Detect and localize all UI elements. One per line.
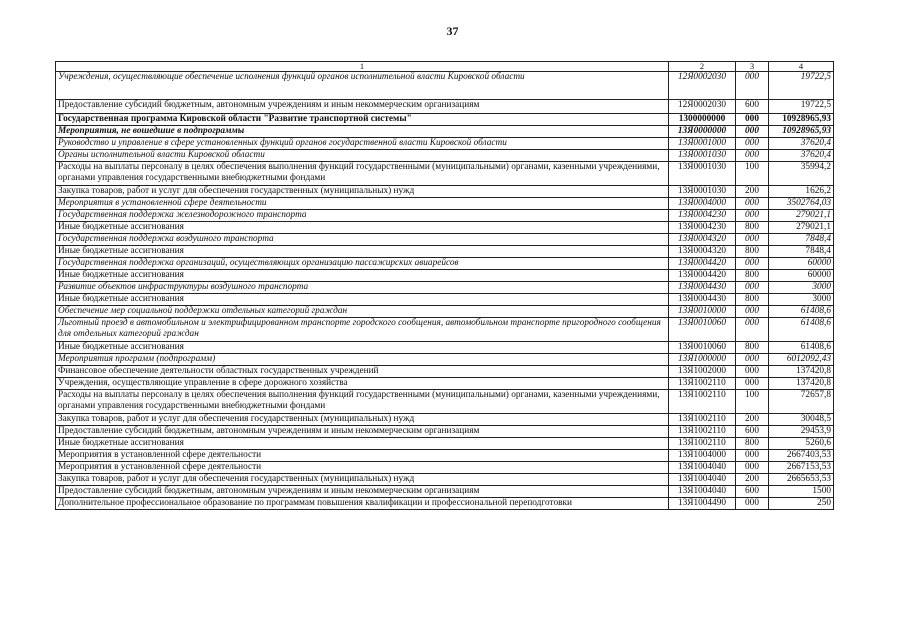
- row-name-cell: Мероприятия в установленной сфере деятельности: [56, 450, 669, 462]
- row-sum-cell: 60000: [769, 270, 834, 282]
- row-type-cell: 000: [736, 72, 769, 100]
- table-row: [56, 150, 834, 162]
- row-type-cell: 200: [736, 414, 769, 426]
- row-name-cell: Учреждения, осуществляющие управление в сфере дорожного хозяйства: [56, 378, 669, 390]
- row-name-cell: Предоставление субсидий бюджетным, автономным учреждениям и иным некоммерческим организациям: [56, 426, 669, 438]
- row-type-cell: 000: [736, 258, 769, 270]
- table-row: [56, 198, 834, 210]
- row-name-cell: Иные бюджетные ассигнования: [56, 246, 669, 258]
- table-row: [56, 234, 834, 246]
- row-sum-cell: 279021,1: [769, 222, 834, 234]
- table-row: [56, 378, 834, 390]
- row-name-cell: Иные бюджетные ассигнования: [56, 222, 669, 234]
- row-name-cell: Закупка товаров, работ и услуг для обеспечения государственных (муниципальных) нужд: [56, 186, 669, 198]
- row-type-cell: 000: [736, 354, 769, 366]
- row-code-cell: 13Я0004000: [669, 198, 736, 210]
- table-row: [56, 390, 834, 414]
- row-sum-cell: 61408,6: [769, 306, 834, 318]
- table-row: [56, 126, 834, 138]
- row-type-cell: 800: [736, 294, 769, 306]
- row-code-cell: 13Я1004040: [669, 486, 736, 498]
- row-sum-cell: 19722,5: [769, 72, 834, 100]
- row-sum-cell: 2667153,53: [769, 462, 834, 474]
- row-code-cell: 13Я1002110: [669, 414, 736, 426]
- row-code-cell: 13Я1004490: [669, 498, 736, 510]
- row-type-cell: 000: [736, 366, 769, 378]
- table-row: [56, 210, 834, 222]
- header-col-type: 3: [736, 62, 769, 72]
- table-row: [56, 294, 834, 306]
- row-type-cell: 800: [736, 246, 769, 258]
- row-name-cell: Государственная поддержка железнодорожного транспорта: [56, 210, 669, 222]
- row-name-cell: Мероприятия программ (подпрограмм): [56, 354, 669, 366]
- row-type-cell: 800: [736, 342, 769, 354]
- table-row: [56, 426, 834, 438]
- header-col-name: 1: [56, 62, 669, 72]
- header-col-code: 2: [669, 62, 736, 72]
- row-code-cell: 13Я1002110: [669, 438, 736, 450]
- row-code-cell: 13Я0001030: [669, 150, 736, 162]
- row-name-cell: Предоставление субсидий бюджетным, автономным учреждениям и иным некоммерческим организациям: [56, 486, 669, 498]
- row-name-cell: Иные бюджетные ассигнования: [56, 270, 669, 282]
- table-row: [56, 498, 834, 510]
- table-row: [56, 222, 834, 234]
- row-sum-cell: 10928965,93: [769, 126, 834, 138]
- row-sum-cell: 35994,2: [769, 162, 834, 186]
- table-row: [56, 100, 834, 114]
- row-name-cell: Руководство и управление в сфере установленных функций органов государственной власти Кировской области: [56, 138, 669, 150]
- row-type-cell: 000: [736, 378, 769, 390]
- row-sum-cell: 2665653,53: [769, 474, 834, 486]
- row-name-cell: Иные бюджетные ассигнования: [56, 294, 669, 306]
- table-row: [56, 114, 834, 126]
- table-row: [56, 306, 834, 318]
- row-sum-cell: 250: [769, 498, 834, 510]
- row-sum-cell: 137420,8: [769, 366, 834, 378]
- row-sum-cell: 29453,9: [769, 426, 834, 438]
- row-sum-cell: 30048,5: [769, 414, 834, 426]
- row-sum-cell: 60000: [769, 258, 834, 270]
- row-type-cell: 100: [736, 162, 769, 186]
- row-name-cell: Развитие объектов инфраструктуры воздушного транспорта: [56, 282, 669, 294]
- row-type-cell: 000: [736, 114, 769, 126]
- row-name-cell: Учреждения, осуществляющие обеспечение исполнения функций органов исполнительной власти Кировской области: [56, 72, 669, 100]
- row-code-cell: 13Я0004430: [669, 294, 736, 306]
- row-type-cell: 100: [736, 390, 769, 414]
- row-code-cell: 13Я0010060: [669, 318, 736, 342]
- row-type-cell: 000: [736, 234, 769, 246]
- row-type-cell: 600: [736, 100, 769, 114]
- table-row: [56, 450, 834, 462]
- row-sum-cell: 2667403,53: [769, 450, 834, 462]
- row-code-cell: 13Я1002110: [669, 390, 736, 414]
- header-col-sum: 4: [769, 62, 834, 72]
- row-code-cell: 13Я0004320: [669, 234, 736, 246]
- table-row: [56, 438, 834, 450]
- row-sum-cell: 7848,4: [769, 246, 834, 258]
- row-sum-cell: 279021,1: [769, 210, 834, 222]
- table-row: [56, 318, 834, 342]
- row-type-cell: 000: [736, 126, 769, 138]
- row-name-cell: Расходы на выплаты персоналу в целях обеспечения выполнения функций государственными (муниципальными) органами, казенными учреждениями, органами управления государственными внебюджетными фондами: [56, 162, 669, 186]
- row-sum-cell: 19722,5: [769, 100, 834, 114]
- row-code-cell: 13Я0004230: [669, 210, 736, 222]
- row-sum-cell: 137420,8: [769, 378, 834, 390]
- row-code-cell: 13Я0004230: [669, 222, 736, 234]
- row-name-cell: Льготный проезд в автомобильном и электрифицированном транспорте городского сообщения, автомобильном транспорте пригородного сообщения для отдельных категорий граждан: [56, 318, 669, 342]
- row-sum-cell: 3000: [769, 294, 834, 306]
- row-type-cell: 000: [736, 306, 769, 318]
- table-row: [56, 462, 834, 474]
- row-code-cell: 13Я1002000: [669, 366, 736, 378]
- row-name-cell: Мероприятия в установленной сфере деятельности: [56, 462, 669, 474]
- row-name-cell: Закупка товаров, работ и услуг для обеспечения государственных (муниципальных) нужд: [56, 414, 669, 426]
- row-name-cell: Государственная поддержка воздушного транспорта: [56, 234, 669, 246]
- row-type-cell: 000: [736, 282, 769, 294]
- row-name-cell: Финансовое обеспечение деятельности областных государственных учреждений: [56, 366, 669, 378]
- row-code-cell: 12Я0002030: [669, 100, 736, 114]
- row-name-cell: Органы исполнительной власти Кировской области: [56, 150, 669, 162]
- row-code-cell: 13Я1002110: [669, 426, 736, 438]
- row-type-cell: 800: [736, 222, 769, 234]
- row-code-cell: 13Я0004420: [669, 258, 736, 270]
- table-row: [56, 282, 834, 294]
- page-number: 37: [446, 24, 459, 38]
- row-code-cell: 13Я1000000: [669, 354, 736, 366]
- table-row: [56, 258, 834, 270]
- row-type-cell: 000: [736, 210, 769, 222]
- row-sum-cell: 5260,6: [769, 438, 834, 450]
- row-type-cell: 000: [736, 150, 769, 162]
- row-code-cell: 13Я0001030: [669, 162, 736, 186]
- row-code-cell: 13Я0001000: [669, 138, 736, 150]
- row-type-cell: 800: [736, 438, 769, 450]
- row-code-cell: 13Я0010000: [669, 306, 736, 318]
- table-row: [56, 474, 834, 486]
- row-name-cell: Иные бюджетные ассигнования: [56, 342, 669, 354]
- row-name-cell: Обеспечение мер социальной поддержки отдельных категорий граждан: [56, 306, 669, 318]
- row-code-cell: 13Я1004000: [669, 450, 736, 462]
- row-code-cell: 13Я0010060: [669, 342, 736, 354]
- table-row: [56, 486, 834, 498]
- row-type-cell: 600: [736, 426, 769, 438]
- row-sum-cell: 7848,4: [769, 234, 834, 246]
- row-type-cell: 000: [736, 498, 769, 510]
- row-sum-cell: 1500: [769, 486, 834, 498]
- row-code-cell: 13Я0004430: [669, 282, 736, 294]
- row-sum-cell: 6012092,43: [769, 354, 834, 366]
- row-name-cell: Мероприятия, не вошедшие в подпрограммы: [56, 126, 669, 138]
- row-code-cell: 13Я0001030: [669, 186, 736, 198]
- row-sum-cell: 37620,4: [769, 150, 834, 162]
- row-sum-cell: 72657,8: [769, 390, 834, 414]
- row-name-cell: Государственная поддержка организаций, осуществляющих организацию пассажирских авиарейсов: [56, 258, 669, 270]
- row-code-cell: 13Я0004320: [669, 246, 736, 258]
- row-type-cell: 200: [736, 474, 769, 486]
- row-sum-cell: 61408,6: [769, 342, 834, 354]
- row-type-cell: 000: [736, 462, 769, 474]
- row-type-cell: 000: [736, 138, 769, 150]
- row-type-cell: 800: [736, 270, 769, 282]
- row-sum-cell: 1626,2: [769, 186, 834, 198]
- row-code-cell: 13Я1002110: [669, 378, 736, 390]
- row-sum-cell: 61408,6: [769, 318, 834, 342]
- table-header-row: [56, 62, 834, 72]
- row-name-cell: Расходы на выплаты персоналу в целях обеспечения выполнения функций государственными (муниципальными) органами, казенными учреждениями, органами управления государственными внебюджетными фондами: [56, 390, 669, 414]
- table-row: [56, 270, 834, 282]
- row-name-cell: Предоставление субсидий бюджетным, автономным учреждениям и иным некоммерческим организациям: [56, 100, 669, 114]
- row-sum-cell: 37620,4: [769, 138, 834, 150]
- row-code-cell: 13Я1004040: [669, 462, 736, 474]
- row-type-cell: 000: [736, 198, 769, 210]
- table-row: [56, 414, 834, 426]
- table-row: [56, 162, 834, 186]
- row-sum-cell: 3502764,03: [769, 198, 834, 210]
- row-name-cell: Иные бюджетные ассигнования: [56, 438, 669, 450]
- budget-table: [55, 61, 834, 510]
- row-name-cell: Государственная программа Кировской области "Развитие транспортной системы": [56, 114, 669, 126]
- row-sum-cell: 3000: [769, 282, 834, 294]
- row-code-cell: 13Я0004420: [669, 270, 736, 282]
- row-type-cell: 600: [736, 486, 769, 498]
- table-row: [56, 354, 834, 366]
- row-type-cell: 000: [736, 450, 769, 462]
- row-code-cell: 13Я1004040: [669, 474, 736, 486]
- row-code-cell: 1300000000: [669, 114, 736, 126]
- row-name-cell: Мероприятия в установленной сфере деятельности: [56, 198, 669, 210]
- row-type-cell: 000: [736, 318, 769, 342]
- table-row: [56, 366, 834, 378]
- row-type-cell: 200: [736, 186, 769, 198]
- table-row: [56, 246, 834, 258]
- row-code-cell: 12Я0002030: [669, 72, 736, 100]
- row-code-cell: 13Я0000000: [669, 126, 736, 138]
- table-row: [56, 138, 834, 150]
- row-sum-cell: 10928965,93: [769, 114, 834, 126]
- row-name-cell: Дополнительное профессиональное образование по программам повышения квалификации и профессиональной переподготовки: [56, 498, 669, 510]
- table-row: [56, 342, 834, 354]
- row-name-cell: Закупка товаров, работ и услуг для обеспечения государственных (муниципальных) нужд: [56, 474, 669, 486]
- table-row: [56, 186, 834, 198]
- table-row: [56, 72, 834, 100]
